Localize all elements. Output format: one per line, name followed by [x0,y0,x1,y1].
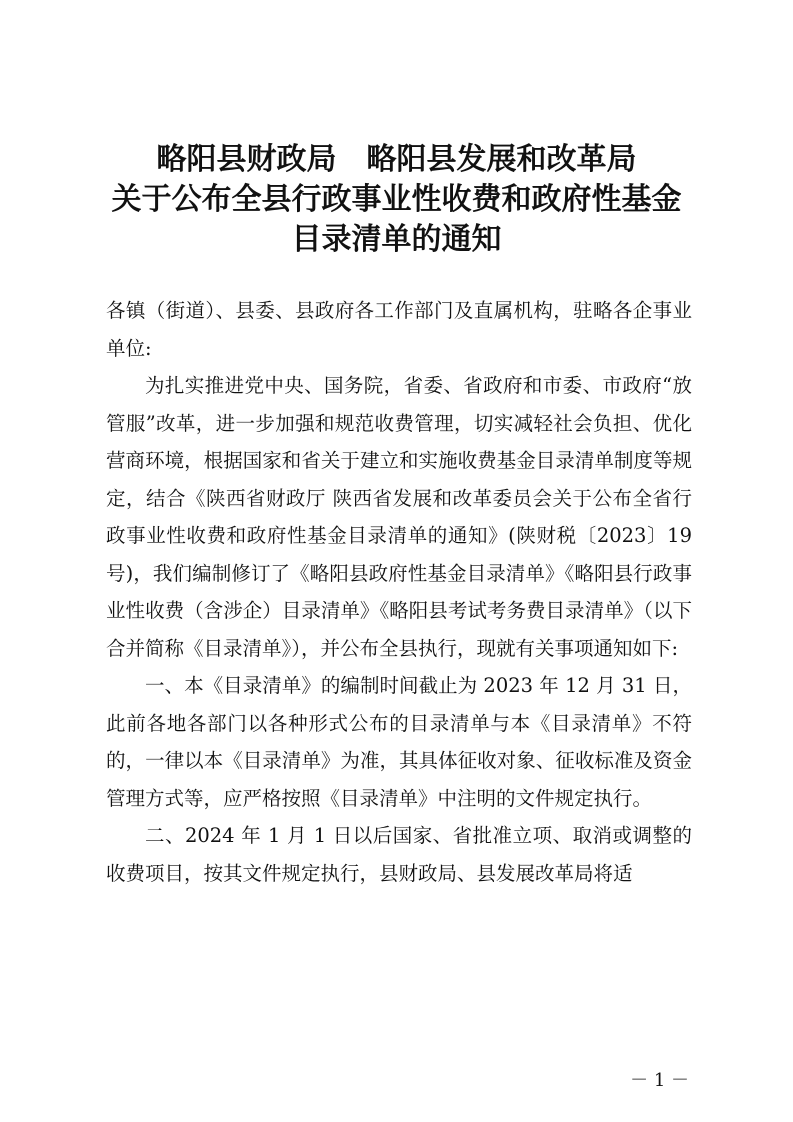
document-title [0,140,793,260]
title-line-1: 略阳县财政局 略阳县发展和改革局 [156,142,637,177]
paragraph-item-1: 一、本《目录清单》的编制时间截止为 2023 年 12 月 31 日，此前各地各部门以各种形式公布的目录清单与本《目录清单》不符的，一律以本《目录清单》为准，其具体征收对象、征收标准及资金管理方式等，应严格按照《目录清单》中注明的文件规定执行。 [106,674,692,810]
paragraph-intro: 为扎实推进党中央、国务院，省委、省政府和市委、市政府“放管服”改革，进一步加强和规范收费管理，切实减轻社会负担、优化营商环境，根据国家和省关于建立和实施收费基金目录清单制度等规定，结合《陕西省财政厅 陕西省发展和改革委员会关于公布全省行政事业性收费和政府性基金目录清单的通知》(陕财税〔2023〕19号)，我们编制修订了《略阳县政府性基金目录清单》《略阳县行政事业性收费（含涉企）目录清单》《略阳县考试考务费目录清单》（以下合并简称《目录清单》），并公布全县执行，现就有关事项通知如下: [106,374,692,660]
document-body [106,292,692,892]
page-number: － 1 － [630,1070,689,1091]
title-line-3: 目录清单的通知 [291,222,502,257]
addressee: 各镇（街道）、县委、县政府各工作部门及直属机构，驻略各企事业单位: [106,299,692,360]
title-line-2: 关于公布全县行政事业性收费和政府性基金 [111,182,682,217]
paragraph-item-2: 二、2024 年 1 月 1 日以后国家、省批准立项、取消或调整的收费项目，按其文件规定执行，县财政局、县发展改革局将适 [106,824,692,885]
